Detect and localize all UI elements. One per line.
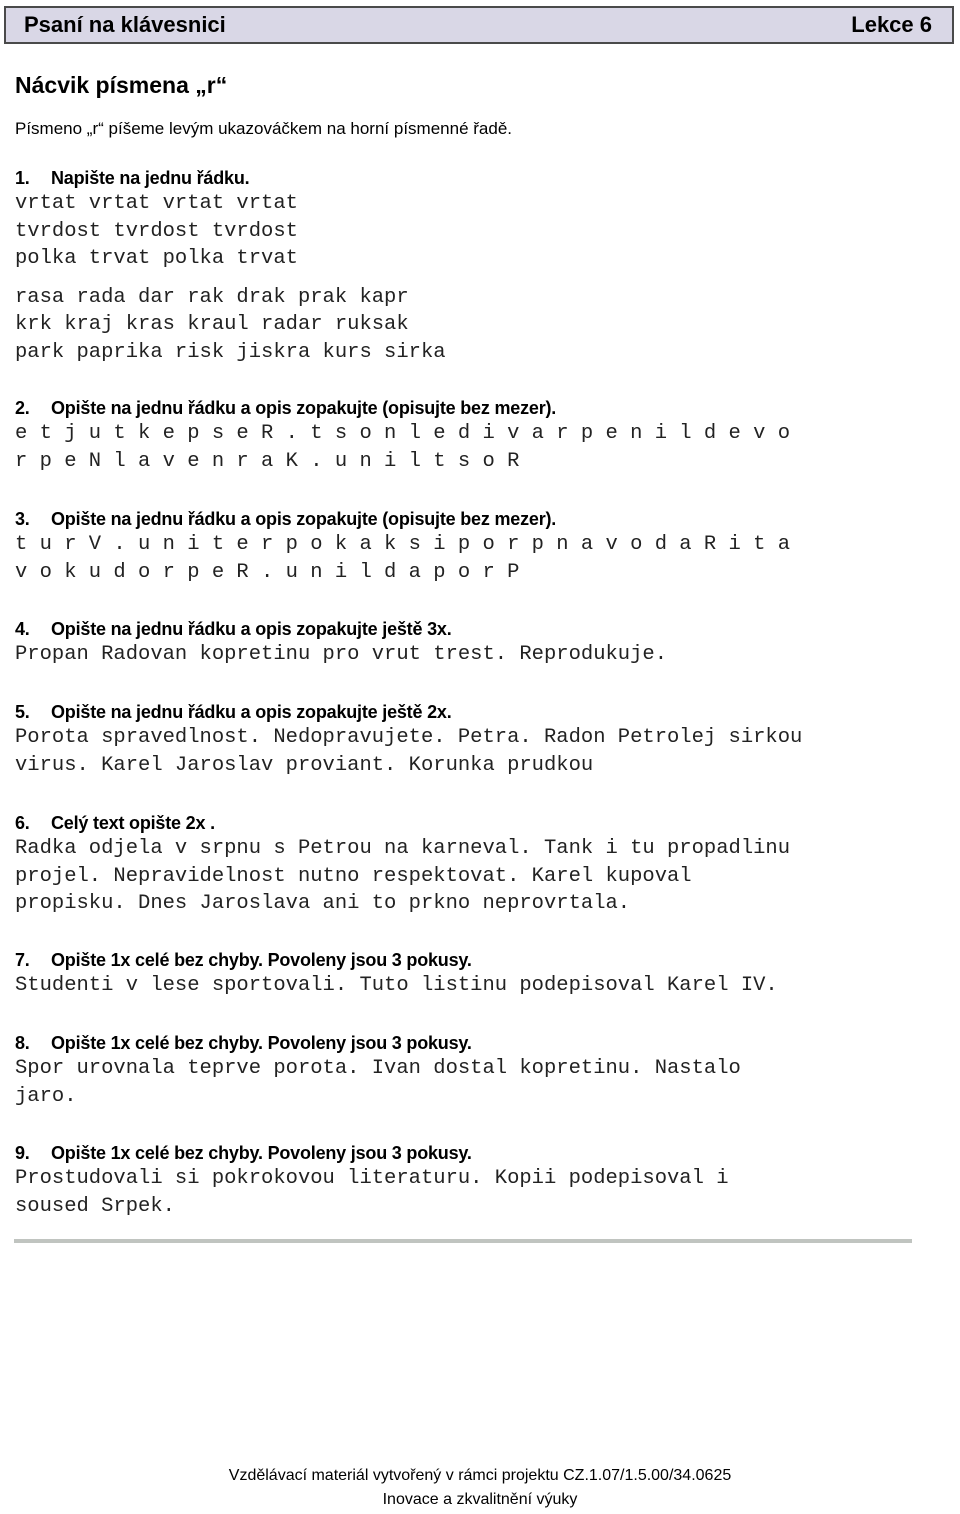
task-number: 2. [15,398,30,418]
exercise-line: vrtat vrtat vrtat vrtat [15,192,298,215]
task-heading [15,166,950,190]
task-number: 6. [15,813,30,833]
task-number: 8. [15,1033,30,1053]
task-number: 5. [15,702,30,722]
footer-subtitle-line: Inovace a zkvalitnění výuky [382,1491,578,1508]
exercise-line: projel. Nepravidelnost nutno respektovat. Karel kupoval [15,864,692,888]
exercise-line: t u r V . u n i t e r p o k a k s i p o r p n a v o d a R i t a [15,533,791,556]
task-9 [15,1141,950,1220]
section-divider [14,1239,912,1243]
exercise-line: krk kraj kras kraul radar ruksak [15,313,409,336]
task-heading [15,617,950,641]
task-number: 1. [15,168,30,188]
task-3 [15,507,950,586]
task-heading [15,811,950,835]
exercise-gap [15,273,950,284]
task-heading [15,507,950,531]
task-1 [15,166,950,366]
exercise-line: Porota spravedlnost. Nedopravujete. Petra. Radon Petrolej sirkou [15,726,803,749]
header-title: Psaní na klávesnici [24,12,226,37]
task-instruction: Opište 1x celé bez chyby. Povoleny jsou 3 pokusy. [51,1143,472,1163]
footer-project-line: Vzdělávací materiál vytvořený v rámci projektu CZ.1.07/1.5.00/34.0625 [228,1467,732,1484]
task-7 [15,948,950,1000]
task-instruction: Celý text opište 2x . [51,813,215,833]
exercise-line: virus. Karel Jaroslav proviant. Korunka prudkou [15,753,594,777]
task-number: 9. [15,1143,30,1163]
exercise-line: rasa rada dar rak drak prak kapr [15,285,409,309]
task-instruction: Opište 1x celé bez chyby. Povoleny jsou 3 pokusy. [51,950,472,970]
exercise-line: propisku. Dnes Jaroslava ani to prkno neprovrtala. [15,892,631,915]
task-instruction: Opište 1x celé bez chyby. Povoleny jsou 3 pokusy. [51,1033,472,1053]
exercise-line: Prostudovali si pokrokovou literaturu. Kopii podepisoval i [15,1167,729,1190]
exercise-line: soused Srpek. [15,1194,175,1218]
exercise-line: Radka odjela v srpnu s Petrou na karneval. Tank i tu propadlinu [15,837,791,860]
task-instruction: Opište na jednu řádku a opis zopakujte (opisujte bez mezer). [51,398,557,418]
task-instruction: Opište na jednu řádku a opis zopakujte ještě 3x. [51,619,452,639]
exercise-line: tvrdost tvrdost tvrdost [15,219,298,243]
task-2 [15,396,950,475]
exercise-line: Studenti v lese sportovali. Tuto listinu podepisoval Karel IV. [15,974,778,997]
task-heading [15,396,950,420]
exercise-line: Propan Radovan kopretinu pro vrut trest. Reprodukuje. [15,643,668,666]
task-heading [15,1031,950,1055]
task-heading [15,1141,950,1165]
section-intro: Písmeno „r“ píšeme levým ukazováčkem na horní písmenné řadě. [15,119,512,138]
exercise-line: jaro. [15,1084,77,1108]
task-instruction: Opište na jednu řádku a opis zopakujte (opisujte bez mezer). [51,509,557,529]
task-4 [15,617,950,669]
task-5 [15,700,950,779]
lesson-label: Lekce 6 [851,12,932,37]
task-number: 3. [15,509,30,529]
task-heading [15,700,950,724]
exercise-line: e t j u t k e p s e R . t s o n l e d i v a r p e n i l d e v o [15,422,791,445]
exercise-line: v o k u d o r p e R . u n i l d a p o r P [15,560,520,584]
task-instruction: Opište na jednu řádku a opis zopakujte ještě 2x. [51,702,452,722]
exercise-line: park paprika risk jiskra kurs sirka [15,340,446,364]
exercise-line: polka trvat polka trvat [15,247,298,270]
task-number: 4. [15,619,30,639]
task-instruction: Napište na jednu řádku. [51,168,250,188]
footer [0,1464,960,1512]
task-8 [15,1031,950,1110]
task-heading [15,948,950,972]
exercise-line: r p e N l a v e n r a K . u n i l t s o R [15,449,520,473]
section-title: Nácvik písmena „r“ [15,72,228,98]
task-6 [15,811,950,918]
page-header [4,6,954,44]
task-number: 7. [15,950,30,970]
exercise-line: Spor urovnala teprve porota. Ivan dostal kopretinu. Nastalo [15,1057,741,1080]
